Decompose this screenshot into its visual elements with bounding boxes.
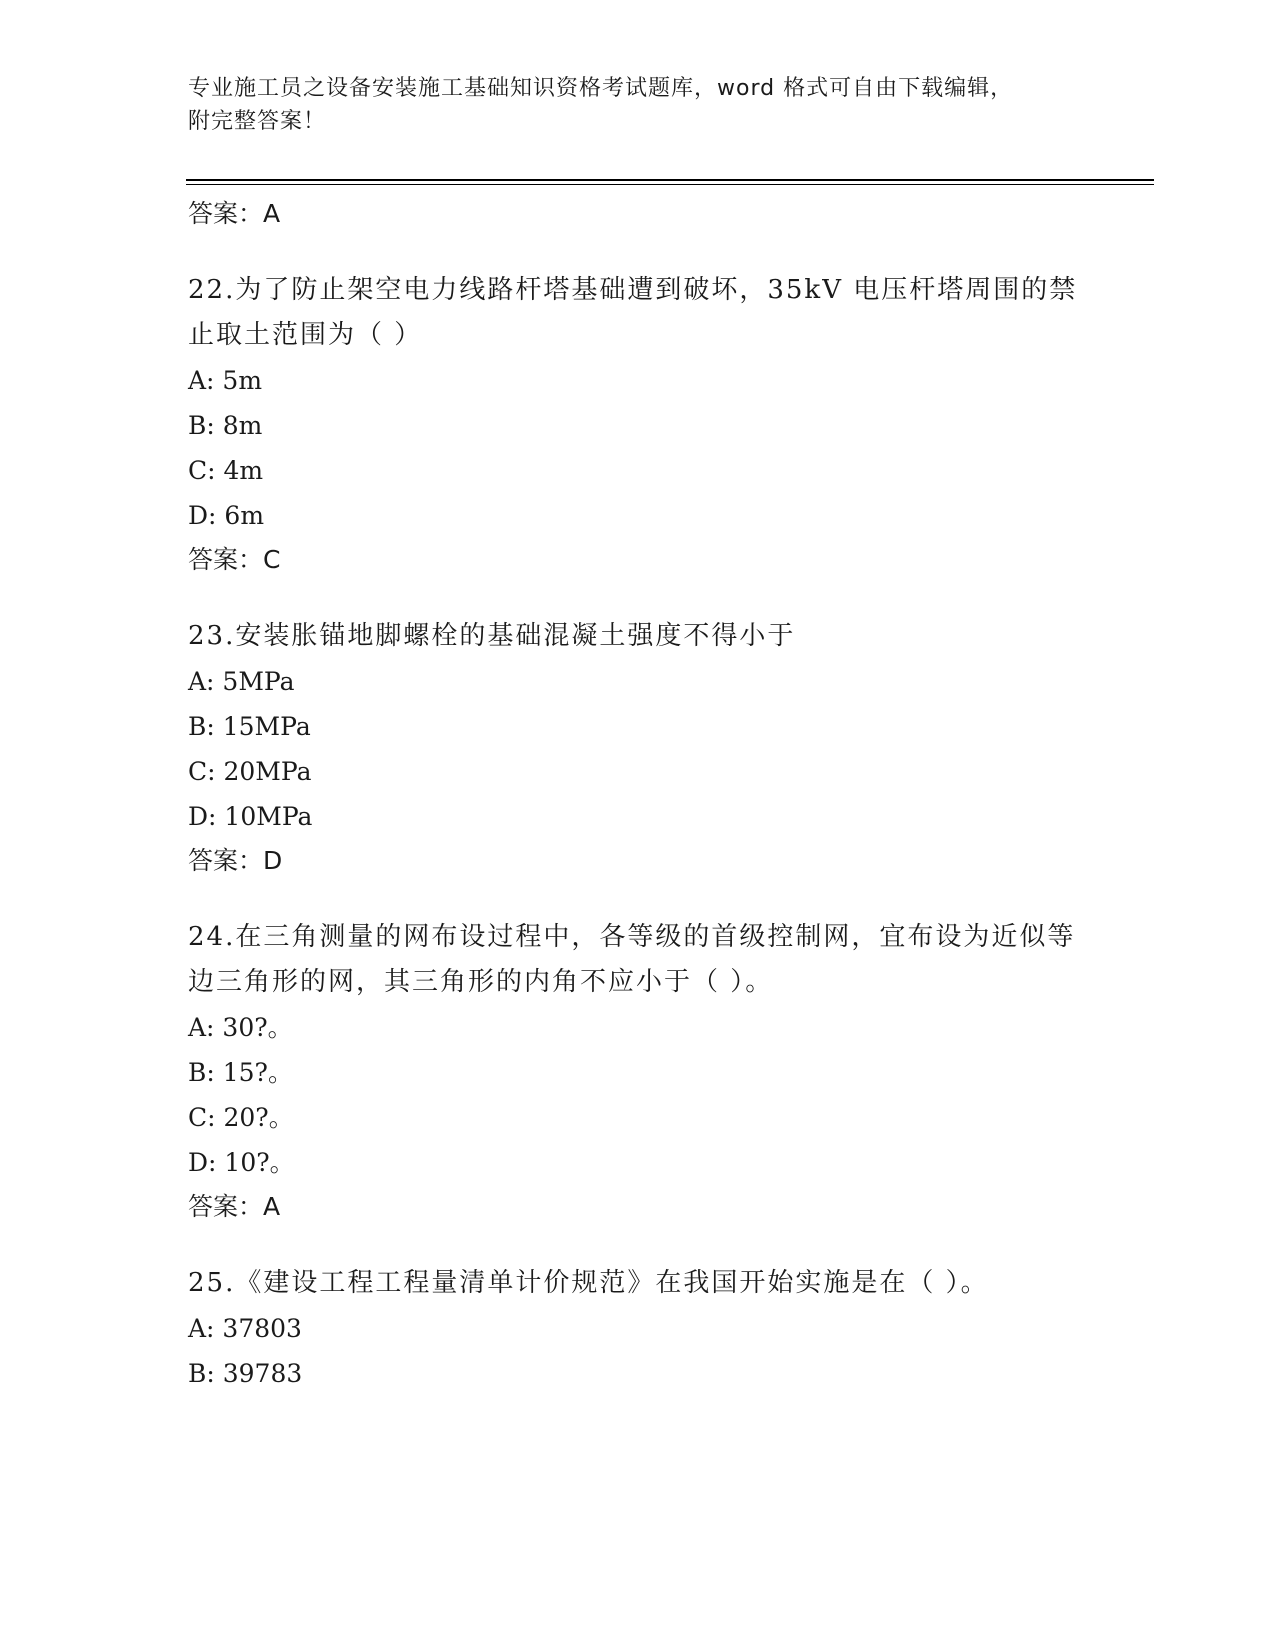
question-24	[188, 915, 1088, 1229]
option-c: C: 4m	[188, 456, 264, 485]
option-a: A: 5m	[188, 366, 263, 395]
option-a: A: 5MPa	[188, 667, 295, 696]
option-b: B: 15?。	[188, 1058, 293, 1087]
option-d: D: 6m	[188, 501, 265, 530]
answer-line: 答案：D	[188, 846, 283, 875]
option-a: A: 30?。	[188, 1013, 293, 1042]
option-a: A: 37803	[188, 1314, 302, 1343]
question-text: 23.安装胀锚地脚螺栓的基础混凝土强度不得小于	[188, 621, 796, 651]
question-text: 22.为了防止架空电力线路杆塔基础遭到破坏，35kV 电压杆塔周围的禁止取土范围为（ ）	[188, 275, 1078, 350]
header-rule-thin	[186, 184, 1154, 185]
question-text: 24.在三角测量的网布设过程中，各等级的首级控制网，宜布设为近似等边三角形的网，其三角形的内角不应小于（ ）。	[188, 922, 1076, 997]
answer-line: 答案：A	[188, 1192, 281, 1221]
option-d: D: 10?。	[188, 1148, 295, 1177]
answer-line: 答案：C	[188, 545, 281, 574]
header-line-1: 专业施工员之设备安装施工基础知识资格考试题库，word 格式可自由下载编辑，	[188, 76, 1014, 101]
question-25	[188, 1261, 1088, 1396]
option-c: C: 20MPa	[188, 757, 312, 786]
answer-line: 答案：A	[188, 199, 281, 228]
question-22	[188, 268, 1088, 582]
question-list	[188, 192, 1088, 1396]
header-line-2: 附完整答案！	[188, 109, 327, 134]
header-rule-thick	[186, 179, 1154, 181]
option-c: C: 20?。	[188, 1103, 294, 1132]
option-b: B: 39783	[188, 1359, 303, 1388]
option-d: D: 10MPa	[188, 802, 313, 831]
question-text: 25.《建设工程工程量清单计价规范》在我国开始实施是在（ ）。	[188, 1268, 989, 1298]
option-b: B: 15MPa	[188, 712, 311, 741]
option-b: B: 8m	[188, 411, 263, 440]
page-header	[188, 72, 1088, 138]
question-23	[188, 614, 1088, 883]
